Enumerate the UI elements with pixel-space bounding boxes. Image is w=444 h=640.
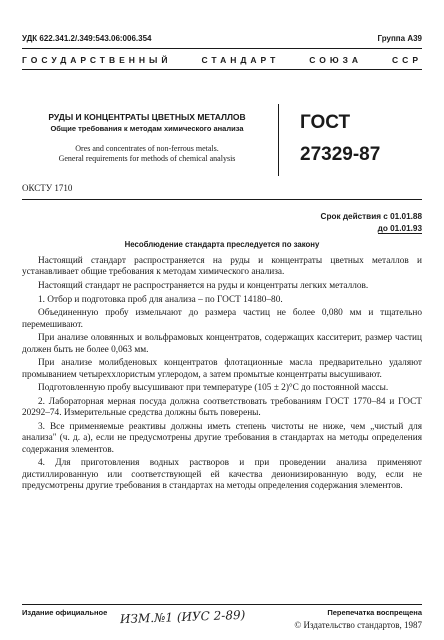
paragraph: 3. Все применяемые реактивы должны иметь степень чистоты не ниже, чем „чистый для анализа" (ч. д. а), если не предусмотрены другие требования в стандартах на методы определения содержания элементов. <box>22 421 422 455</box>
title-ru-sub: Общие требования к методам химического анализа <box>50 124 244 133</box>
validity-start: Срок действия с 01.01.88 <box>320 212 422 221</box>
okstu-code: ОКСТУ 1710 <box>22 183 73 193</box>
edition-note: Издание официальное <box>22 608 108 617</box>
copyright: © Издательство стандартов, 1987 <box>294 620 422 630</box>
header-bottom-rule <box>22 69 422 70</box>
paragraph: Объединенную пробу измельчают до размера частиц не более 0,080 мм и тщательно перемешивают. <box>22 308 422 330</box>
validity-period <box>321 211 422 234</box>
body-text <box>22 256 422 495</box>
title-ru-main: РУДЫ И КОНЦЕНТРАТЫ ЦВЕТНЫХ МЕТАЛЛОВ <box>48 112 246 122</box>
title-en <box>22 144 272 164</box>
title-divider <box>278 104 279 176</box>
okstu-rule <box>22 199 422 200</box>
title-en-sub: General requirements for methods of chemical analysis <box>58 154 236 163</box>
header-top-rule <box>22 48 422 49</box>
noncompliance-notice: Несоблюдение стандарта преследуется по закону <box>124 240 320 249</box>
banner-word-3: СОЮЗА <box>309 55 363 65</box>
handwritten-amendment: ИЗМ.№1 (ИУС 2-89) <box>119 607 246 627</box>
banner-word-1: ГОСУДАРСТВЕННЫЙ <box>22 55 172 65</box>
paragraph: Подготовленную пробу высушивают при температуре (105 ± 2)°С до постоянной массы. <box>38 383 389 394</box>
title-en-main: Ores and concentrates of non-ferrous metals. <box>75 144 219 153</box>
paragraph: Настоящий стандарт распространяется на руды и концентраты цветных металлов и устанавливает общие требования к методам химического анализа. <box>22 256 422 278</box>
footer-rule <box>22 604 422 605</box>
paragraph: 1. Отбор и подготовка проб для анализа – по ГОСТ 14180–80. <box>38 294 283 305</box>
paragraph: Настоящий стандарт не распространяется на руды и концентраты легких металлов. <box>38 281 369 291</box>
gost-number: 27329-87 <box>300 144 381 165</box>
banner-word-2: СТАНДАРТ <box>201 55 280 65</box>
banner-word-4: ССР <box>392 55 422 65</box>
group-code: Группа А39 <box>377 34 422 43</box>
udk-code: УДК 622.341.2/.349:543.06:006.354 <box>22 34 152 43</box>
paragraph: 4. Для приготовления водных растворов и при проведении анализа применяют дистиллированную или соответствующей ей качества деионизированную воду, если не предусмотрены другие требования в стандартах на методы определения содержания элементов. <box>22 458 422 491</box>
standard-banner <box>22 55 422 65</box>
paragraph: При анализе молибденовых концентратов флотационные масла предварительно удаляют промыванием четыреххлористым углеродом, а затем промытые концентраты высушивают. <box>22 358 422 380</box>
title-block <box>22 112 272 164</box>
reprint-note: Перепечатка воспрещена <box>327 608 422 617</box>
paragraph: При анализе оловянных и вольфрамовых концентратов, содержащих касситерит, размер частиц должен быть не более 0,063 мм. <box>22 333 422 355</box>
validity-end: до 01.01.93 <box>377 223 422 233</box>
paragraph: 2. Лабораторная мерная посуда должна соответствовать требованиям ГОСТ 1770–84 и ГОСТ 20292–74. Измерительные средства должны быть поверены. <box>22 396 422 419</box>
gost-label: ГОСТ <box>300 112 351 133</box>
